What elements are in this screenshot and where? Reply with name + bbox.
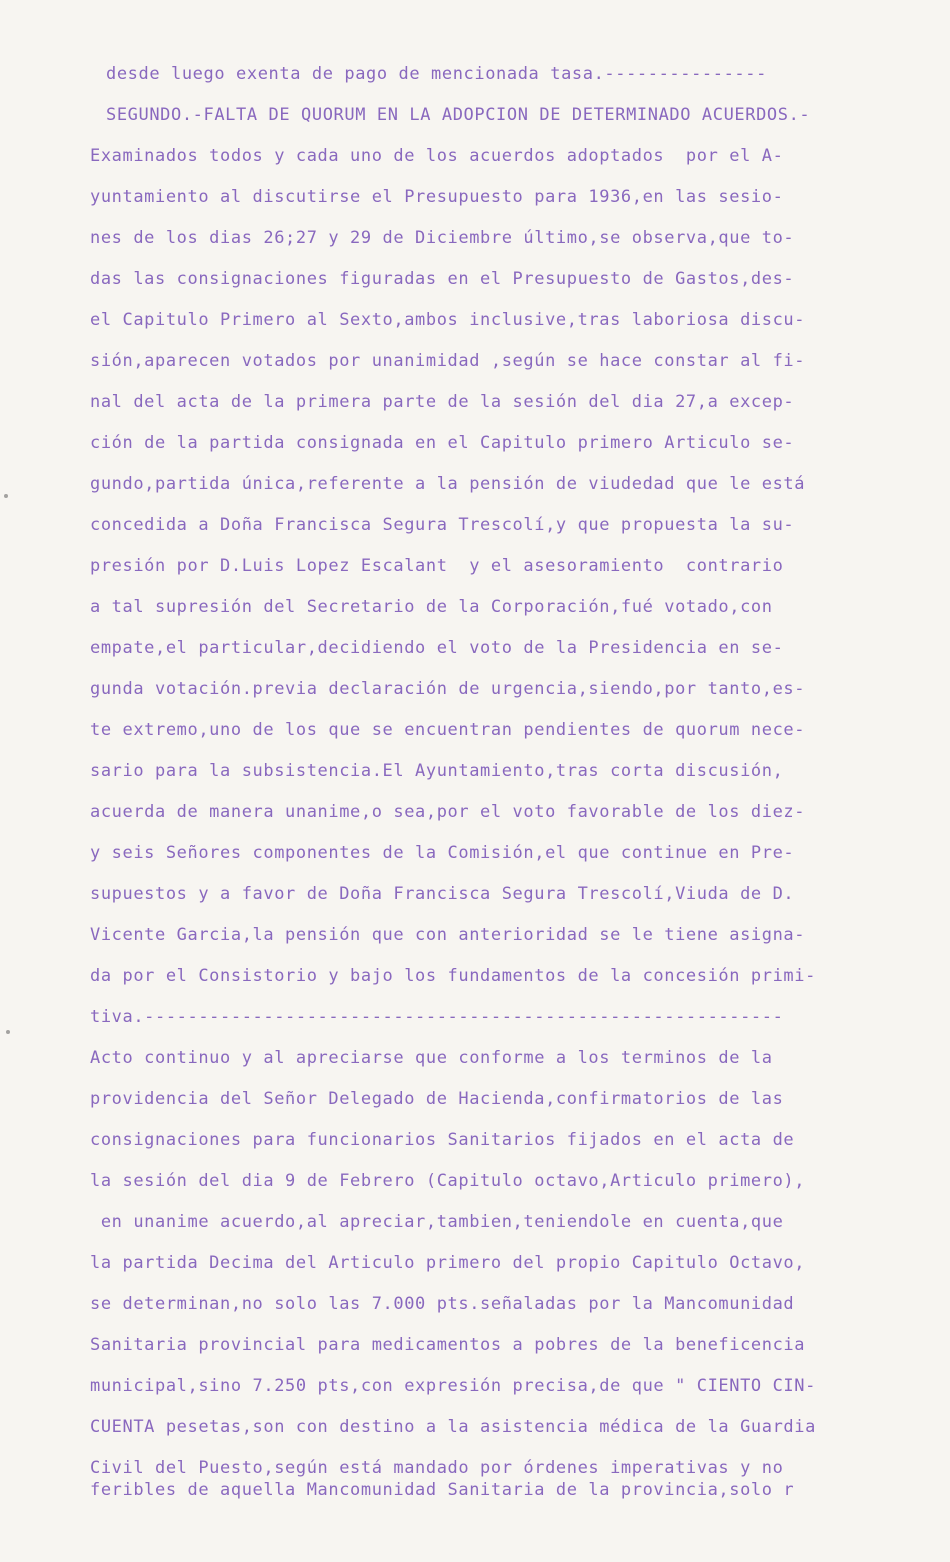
text-line: das las consignaciones figuradas en el Presupuesto de Gastos,des-	[90, 269, 795, 289]
text-line: consignaciones para funcionarios Sanitarios fijados en el acta de	[90, 1130, 795, 1150]
text-line: SEGUNDO.-FALTA DE QUORUM EN LA ADOPCION DE DETERMINADO ACUERDOS.-	[106, 105, 811, 125]
text-line: gunda votación.previa declaración de urgencia,siendo,por tanto,es-	[90, 679, 806, 699]
text-line: supuestos y a favor de Doña Francisca Segura Trescolí,Viuda de D.	[90, 884, 795, 904]
page-edge-mark	[6, 1030, 10, 1034]
text-line: ción de la partida consignada en el Capitulo primero Articulo se-	[90, 433, 795, 453]
text-line: y seis Señores componentes de la Comisión,el que continue en Pre-	[90, 843, 795, 863]
text-line: se determinan,no solo las 7.000 pts.señaladas por la Mancomunidad	[90, 1294, 795, 1314]
text-line: en unanime acuerdo,al apreciar,tambien,teniendole en cuenta,que	[90, 1212, 784, 1232]
text-line: acuerda de manera unanime,o sea,por el voto favorable de los diez-	[90, 802, 806, 822]
text-line: concedida a Doña Francisca Segura Trescolí,y que propuesta la su-	[90, 515, 795, 535]
text-line: municipal,sino 7.250 pts,con expresión precisa,de que " CIENTO CIN-	[90, 1376, 816, 1396]
page-edge-mark	[4, 494, 8, 498]
text-line: nal del acta de la primera parte de la sesión del dia 27,a excep-	[90, 392, 795, 412]
text-line: la sesión del dia 9 de Febrero (Capitulo octavo,Articulo primero),	[90, 1171, 806, 1191]
text-line: tiva.-----------------------------------------------------------	[90, 1007, 784, 1027]
text-line: feribles de aquella Mancomunidad Sanitaria de la provincia,solo r	[90, 1480, 795, 1500]
text-line: desde luego exenta de pago de mencionada tasa.---------------	[106, 64, 767, 84]
text-line: CUENTA pesetas,son con destino a la asistencia médica de la Guardia	[90, 1417, 816, 1437]
text-line: Acto continuo y al apreciarse que conforme a los terminos de la	[90, 1048, 773, 1068]
text-line: sión,aparecen votados por unanimidad ,según se hace constar al fi-	[90, 351, 806, 371]
text-line: nes de los dias 26;27 y 29 de Diciembre último,se observa,que to-	[90, 228, 795, 248]
text-line: sario para la subsistencia.El Ayuntamiento,tras corta discusión,	[90, 761, 784, 781]
text-line: Examinados todos y cada uno de los acuerdos adoptados por el A-	[90, 146, 784, 166]
text-line: yuntamiento al discutirse el Presupuesto para 1936,en las sesio-	[90, 187, 784, 207]
text-line: te extremo,uno de los que se encuentran pendientes de quorum nece-	[90, 720, 806, 740]
text-line: da por el Consistorio y bajo los fundamentos de la concesión primi-	[90, 966, 816, 986]
text-line: presión por D.Luis Lopez Escalant y el asesoramiento contrario	[90, 556, 784, 576]
text-line: Sanitaria provincial para medicamentos a pobres de la beneficencia	[90, 1335, 806, 1355]
text-line: providencia del Señor Delegado de Hacienda,confirmatorios de las	[90, 1089, 784, 1109]
text-line: la partida Decima del Articulo primero del propio Capitulo Octavo,	[90, 1253, 806, 1273]
text-line: el Capitulo Primero al Sexto,ambos inclusive,tras laboriosa discu-	[90, 310, 806, 330]
text-line: gundo,partida única,referente a la pensión de viudedad que le está	[90, 474, 806, 494]
text-line: Vicente Garcia,la pensión que con anterioridad se le tiene asigna-	[90, 925, 806, 945]
text-line: a tal supresión del Secretario de la Corporación,fué votado,con	[90, 597, 773, 617]
text-line: empate,el particular,decidiendo el voto de la Presidencia en se-	[90, 638, 784, 658]
text-line: Civil del Puesto,según está mandado por órdenes imperativas y no	[90, 1458, 784, 1478]
